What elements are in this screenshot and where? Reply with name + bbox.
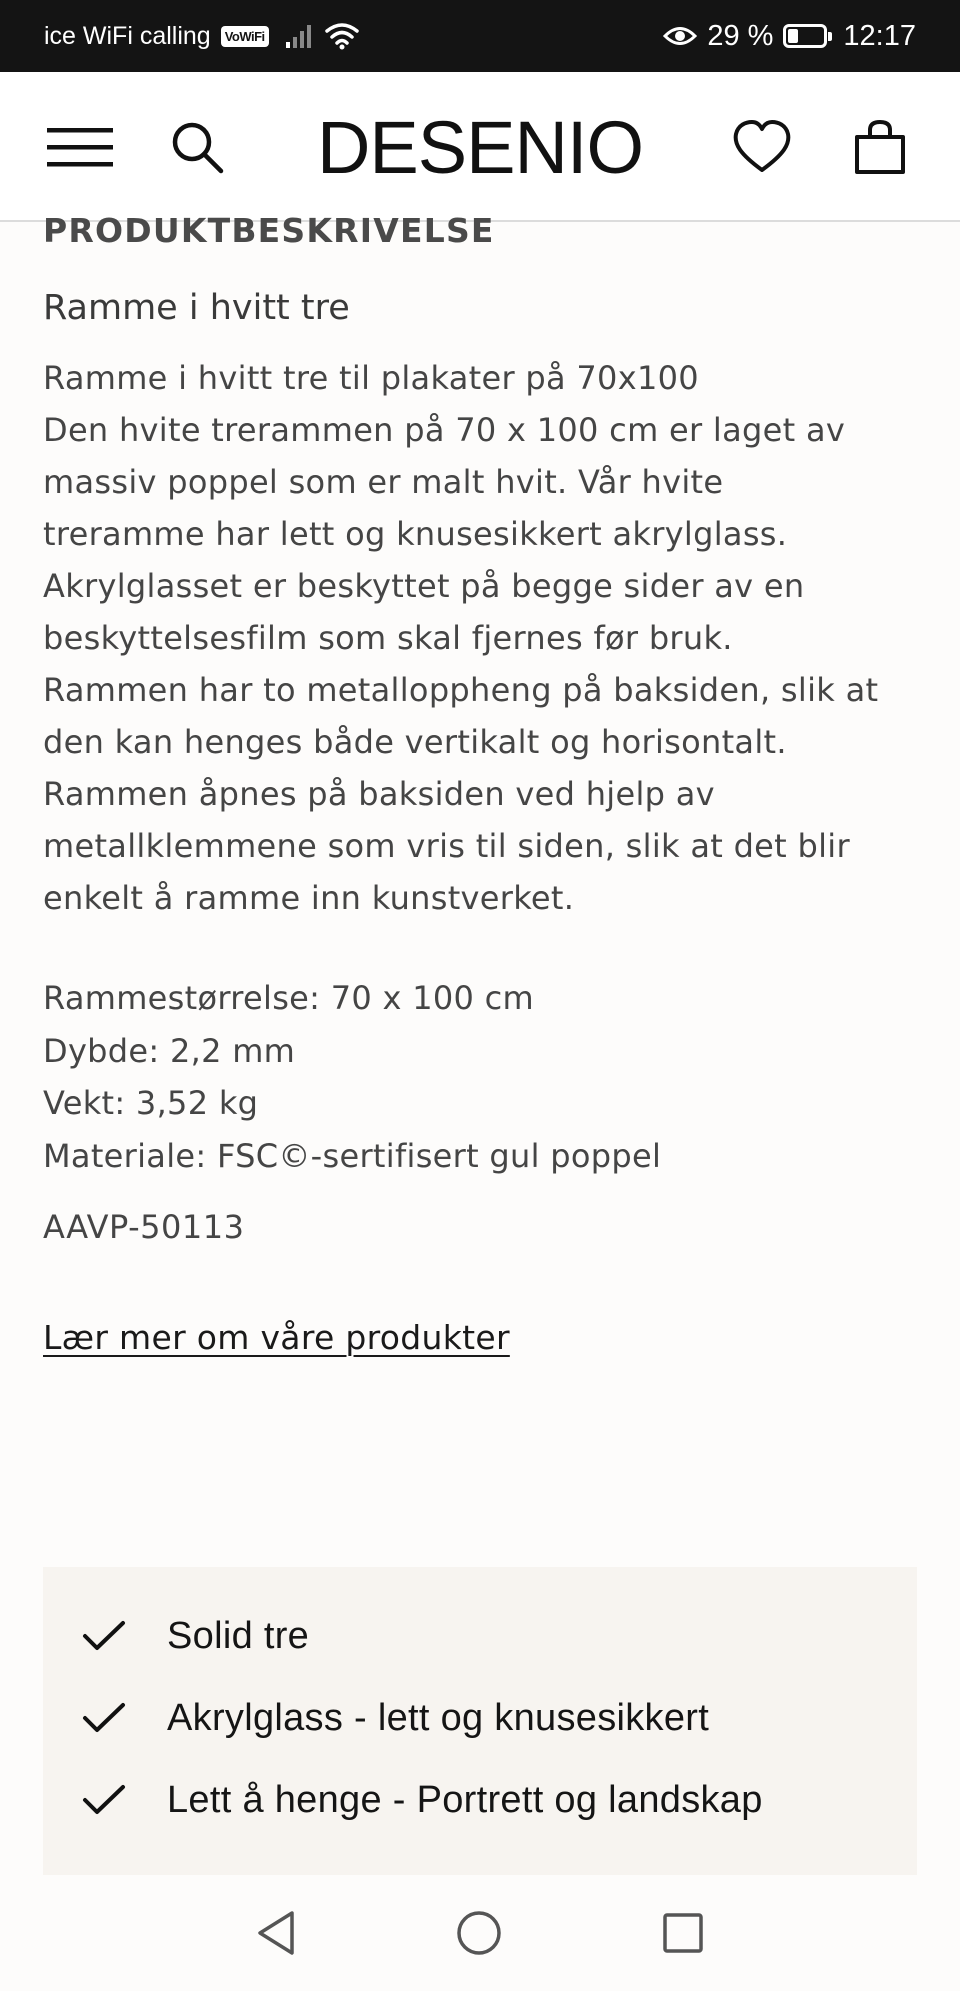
feature-list bbox=[43, 1567, 917, 1875]
signal-icon bbox=[285, 23, 315, 49]
home-button[interactable] bbox=[451, 1905, 507, 1961]
feature-label: Solid tre bbox=[167, 1614, 310, 1657]
search-icon bbox=[169, 119, 225, 175]
recents-icon bbox=[661, 1911, 705, 1955]
description-line: Rammen har to metalloppheng på baksiden, slik at bbox=[43, 671, 879, 709]
spec-frame-size: Rammestørrelse: 70 x 100 cm bbox=[43, 979, 535, 1017]
battery-percent: 29 % bbox=[707, 19, 774, 52]
status-left bbox=[44, 0, 359, 72]
cart-button[interactable] bbox=[840, 107, 920, 187]
product-subtitle: Ramme i hvitt tre bbox=[43, 288, 350, 328]
battery-icon bbox=[783, 24, 827, 48]
battery-fill bbox=[788, 29, 798, 43]
wifi-icon bbox=[325, 22, 359, 50]
back-button[interactable] bbox=[248, 1905, 304, 1961]
vowifi-badge: VoWiFi bbox=[221, 26, 269, 47]
description-line: Den hvite trerammen på 70 x 100 cm er laget av bbox=[43, 411, 846, 449]
search-button[interactable] bbox=[157, 107, 237, 187]
carrier-label: ice WiFi calling bbox=[44, 21, 211, 50]
learn-more-link[interactable]: Lær mer om våre produkter bbox=[43, 1318, 510, 1357]
description-line: treramme har lett og knusesikkert akrylglass. bbox=[43, 515, 788, 553]
wishlist-button[interactable] bbox=[722, 107, 802, 187]
spec-list bbox=[43, 972, 923, 1182]
check-icon bbox=[82, 1784, 126, 1816]
description-line: metallklemmene som vris til siden, slik at det blir bbox=[43, 827, 850, 865]
description-line: enkelt å ramme inn kunstverket. bbox=[43, 879, 575, 917]
description-line: Ramme i hvitt tre til plakater på 70x100 bbox=[43, 359, 699, 397]
menu-icon bbox=[47, 126, 113, 168]
check-icon bbox=[82, 1620, 126, 1652]
feature-item bbox=[43, 1759, 917, 1841]
status-right bbox=[663, 0, 916, 72]
spec-weight: Vekt: 3,52 kg bbox=[43, 1084, 259, 1122]
site-header bbox=[0, 72, 960, 222]
feature-label: Akrylglass - lett og knusesikkert bbox=[167, 1696, 710, 1739]
clock: 12:17 bbox=[843, 19, 916, 52]
description-text bbox=[43, 352, 923, 924]
description-line: Akrylglasset er beskyttet på begge sider av en bbox=[43, 567, 805, 605]
spec-depth: Dybde: 2,2 mm bbox=[43, 1031, 296, 1070]
feature-item bbox=[43, 1595, 917, 1677]
bag-icon bbox=[852, 119, 908, 175]
description-line: den kan henges både vertikalt og horisontalt. bbox=[43, 723, 787, 761]
back-icon bbox=[254, 1909, 298, 1957]
recents-button[interactable] bbox=[655, 1905, 711, 1961]
check-icon bbox=[82, 1702, 126, 1734]
system-nav-bar bbox=[0, 1875, 960, 1991]
brand-logo[interactable]: DESENIO bbox=[316, 105, 644, 189]
product-description bbox=[43, 205, 923, 1357]
spec-material: Materiale: FSC©-sertifisert gul poppel bbox=[43, 1136, 662, 1175]
description-line: Rammen åpnes på baksiden ved hjelp av bbox=[43, 775, 715, 813]
status-bar bbox=[0, 0, 960, 72]
eye-icon bbox=[663, 25, 697, 47]
description-line: massiv poppel som er malt hvit. Vår hvite bbox=[43, 463, 724, 501]
section-title: PRODUKTBESKRIVELSE bbox=[43, 211, 495, 250]
feature-label: Lett å henge - Portrett og landskap bbox=[167, 1778, 763, 1821]
menu-button[interactable] bbox=[40, 107, 120, 187]
home-icon bbox=[455, 1909, 503, 1957]
product-sku: AAVP-50113 bbox=[43, 1208, 245, 1246]
description-line: beskyttelsesfilm som skal fjernes før bruk. bbox=[43, 619, 733, 657]
feature-item bbox=[43, 1677, 917, 1759]
heart-icon bbox=[732, 120, 792, 174]
